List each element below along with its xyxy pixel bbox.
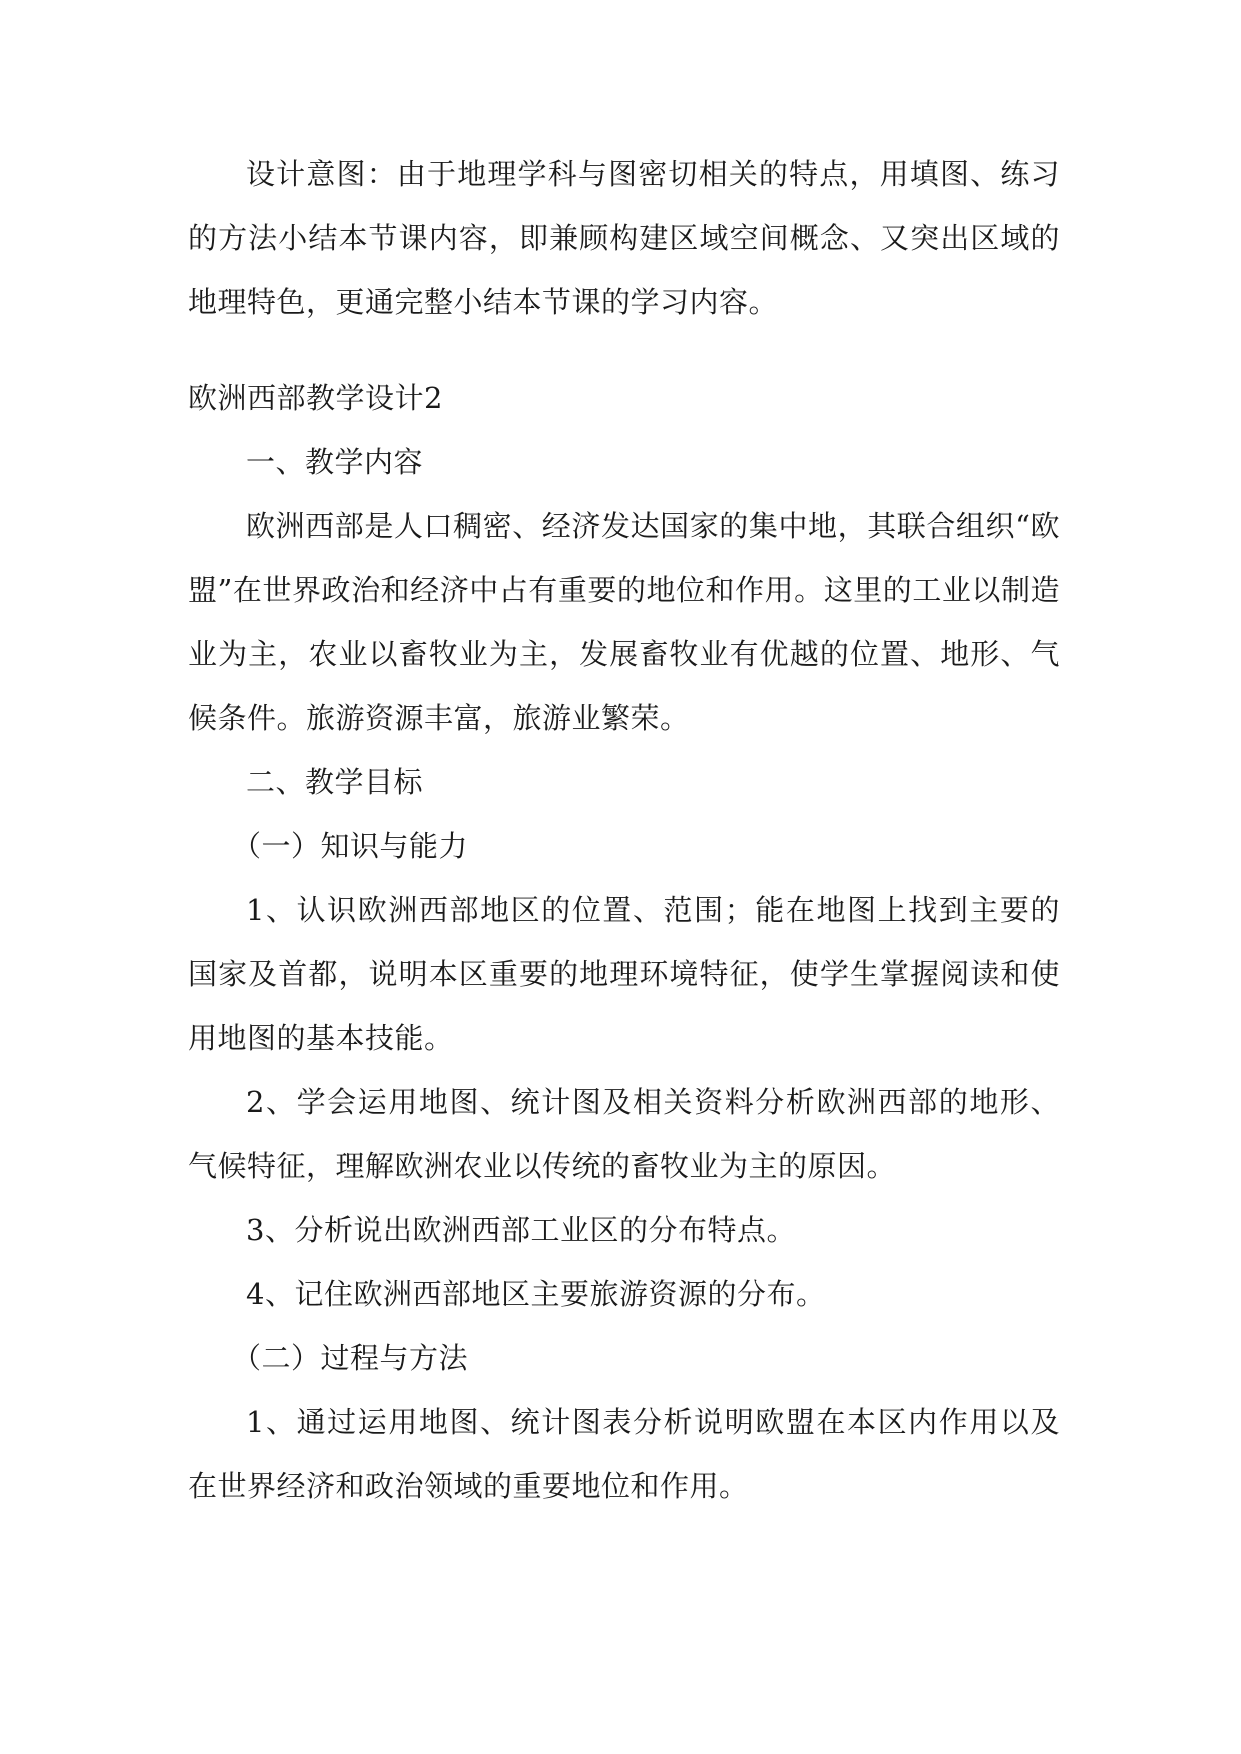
document-title: 欧洲西部教学设计2 bbox=[188, 381, 443, 415]
teaching-content-paragraph: 欧洲西部是人口稠密、经济发达国家的集中地，其联合组织“欧盟”在世界政治和经济中占有重要的地位和作用。这里的工业以制造业为主，农业以畜牧业为主，发展畜牧业有优越的位置、地形、气候条件。旅游资源丰富，旅游业繁荣。 bbox=[188, 509, 1060, 735]
design-intent-paragraph: 设计意图：由于地理学科与图密切相关的特点，用填图、练习的方法小结本节课内容，即兼顾构建区域空间概念、又突出区域的地理特色，更通完整小结本节课的学习内容。 bbox=[188, 157, 1060, 319]
goal-item-4: 4、记住欧洲西部地区主要旅游资源的分布。 bbox=[246, 1277, 826, 1311]
goal-item-1: 1、认识欧洲西部地区的位置、范围；能在地图上找到主要的国家及首都，说明本区重要的地理环境特征，使学生掌握阅读和使用地图的基本技能。 bbox=[188, 893, 1060, 1055]
section-heading-teaching-content: 一、教学内容 bbox=[246, 445, 424, 479]
goal-item-2: 2、学会运用地图、统计图及相关资料分析欧洲西部的地形、气候特征，理解欧洲农业以传统的畜牧业为主的原因。 bbox=[188, 1085, 1060, 1183]
goal-item-3: 3、分析说出欧洲西部工业区的分布特点。 bbox=[246, 1213, 796, 1247]
method-item-1: 1、通过运用地图、统计图表分析说明欧盟在本区内作用以及在世界经济和政治领域的重要地位和作用。 bbox=[188, 1405, 1060, 1503]
subheading-knowledge-ability: （一）知识与能力 bbox=[232, 829, 469, 863]
subheading-process-method: （二）过程与方法 bbox=[232, 1341, 469, 1375]
section-heading-teaching-goals: 二、教学目标 bbox=[246, 765, 424, 799]
